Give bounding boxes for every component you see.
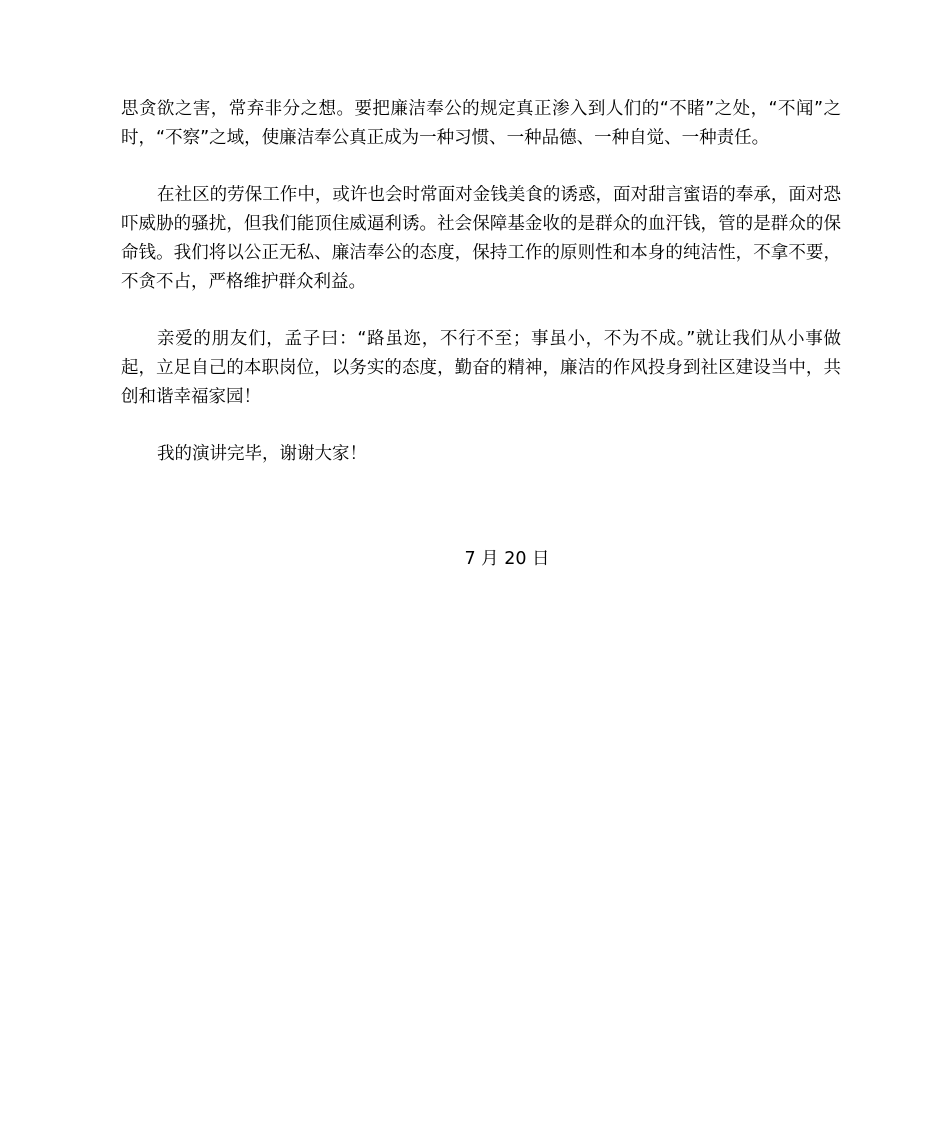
document-body	[121, 95, 841, 569]
date-line: 7 月 20 日	[464, 549, 550, 569]
paragraph-closing: 我的演讲完毕，谢谢大家！	[157, 444, 367, 464]
paragraph-continuation: 思贪欲之害，常弃非分之想。要把廉洁奉公的规定真正渗入到人们的“不睹”之处，“不闻”之时，“不察”之域，使廉洁奉公真正成为一种习惯、一种品德、一种自觉、一种责任。	[121, 99, 841, 148]
paragraph-gap	[121, 297, 841, 325]
paragraph-gap	[121, 412, 841, 440]
paragraph-labor-insurance: 在社区的劳保工作中，或许也会时常面对金钱美食的诱惑，面对甜言蜜语的奉承，面对恐吓威胁的骚扰，但我们能顶住威逼利诱。社会保障基金收的是群众的血汗钱，管的是群众的保命钱。我们将以公正无私、廉洁奉公的态度，保持工作的原则性和本身的纯洁性，不拿不要，不贪不占，严格维护群众利益。	[121, 185, 841, 292]
paragraph-mencius-quote: 亲爱的朋友们，孟子曰：“路虽迩，不行不至；事虽小，不为不成。”就让我们从小事做起，立足自己的本职岗位，以务实的态度，勤奋的精神，廉洁的作风投身到社区建设当中，共创和谐幸福家园！	[121, 329, 841, 407]
paragraph-gap	[121, 153, 841, 181]
